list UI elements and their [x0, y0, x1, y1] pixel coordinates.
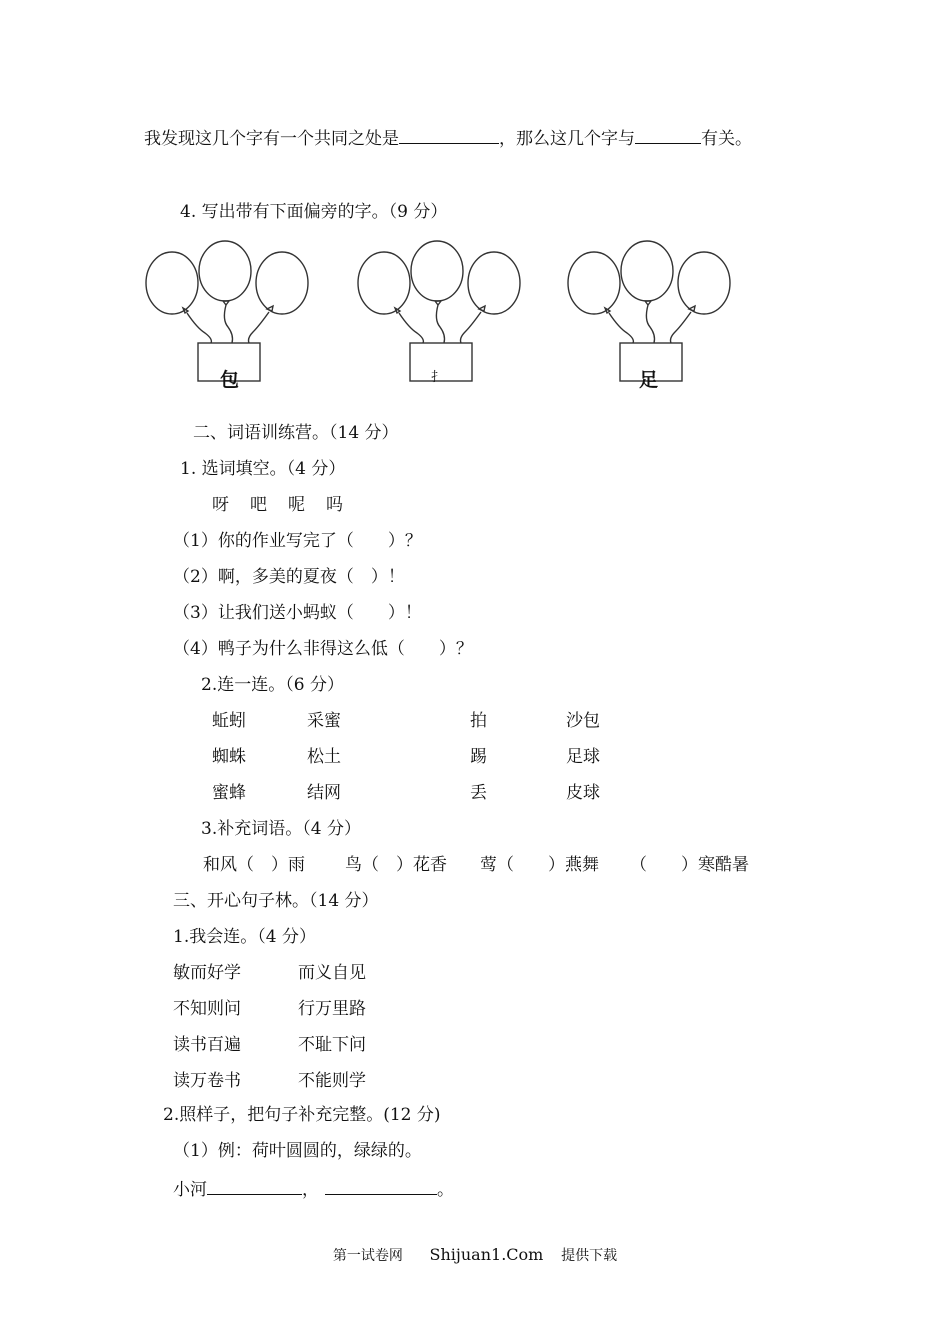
fill-item: （4）鸭子为什么非得这么低（ ）？: [173, 639, 473, 659]
match-word[interactable]: 蚯蚓: [212, 711, 246, 731]
match-phrase[interactable]: 不耻下问: [298, 1035, 366, 1055]
s2-q1-title: 1. 选词填空。（4 分）: [180, 459, 346, 479]
word-option: 吧: [250, 495, 267, 515]
q3-text-1: 我发现这几个字有一个共同之处是: [144, 129, 399, 149]
fill-item: （3）让我们送小蚂蚁（ ）！: [173, 603, 422, 623]
match-word[interactable]: 踢: [470, 747, 487, 767]
section3-title: 三、开心句子林。（14 分）: [173, 891, 379, 911]
example-sentence: （1）例：荷叶圆圆的，绿绿的。: [173, 1141, 422, 1161]
s3-q1-title: 1.我会连。（4 分）: [173, 927, 316, 947]
fill-item: （2）啊，多美的夏夜（ ）！: [173, 567, 405, 587]
prompt-end: 。: [437, 1180, 454, 1200]
radical-label: 足: [639, 369, 659, 391]
balloon-group-2: [355, 238, 525, 388]
radical-label: 扌: [431, 370, 445, 385]
s2-q3-title: 3.补充词语。（4 分）: [201, 819, 361, 839]
idiom-item: 和风（ ）雨: [203, 855, 305, 875]
match-phrase[interactable]: 不能则学: [298, 1071, 366, 1091]
match-phrase[interactable]: 行万里路: [298, 999, 366, 1019]
match-word[interactable]: 足球: [566, 747, 600, 767]
match-phrase[interactable]: 敏而好学: [173, 963, 241, 983]
idiom-item: （ ）寒酷暑: [630, 855, 749, 875]
section2-title: 二、词语训练营。（14 分）: [193, 423, 399, 443]
balloon-group-1: [143, 238, 313, 391]
q4-title: 4. 写出带有下面偏旁的字。（9 分）: [180, 202, 448, 222]
match-word[interactable]: 松土: [307, 747, 341, 767]
page-footer: [0, 1245, 950, 1265]
match-word[interactable]: 丢: [470, 783, 487, 803]
match-phrase[interactable]: 而义自见: [298, 963, 366, 983]
match-word[interactable]: 结网: [307, 783, 341, 803]
match-phrase[interactable]: 不知则问: [173, 999, 241, 1019]
answer-blank[interactable]: [399, 126, 499, 144]
q3-conclusion: [144, 126, 752, 151]
match-phrase[interactable]: 读万卷书: [173, 1071, 241, 1091]
match-word[interactable]: 拍: [470, 711, 487, 731]
match-word[interactable]: 采蜜: [307, 711, 341, 731]
match-word[interactable]: 蜜蜂: [212, 783, 246, 803]
idiom-item: 莺（ ）燕舞: [480, 855, 599, 875]
answer-blank[interactable]: [325, 1177, 437, 1195]
match-phrase[interactable]: 读书百遍: [173, 1035, 241, 1055]
idiom-item: 鸟（ ）花香: [345, 855, 447, 875]
sentence-prompt: [173, 1177, 454, 1202]
s2-q2-title: 2.连一连。（6 分）: [201, 675, 344, 695]
footer-site-en[interactable]: Shijuan1.Com: [429, 1245, 544, 1264]
q3-text-2: ，那么这几个字与: [499, 129, 635, 149]
prompt-start: 小河: [173, 1180, 207, 1200]
match-word[interactable]: 沙包: [566, 711, 600, 731]
word-option: 吗: [326, 495, 343, 515]
match-word[interactable]: 皮球: [566, 783, 600, 803]
footer-site-cn: 第一试卷网: [332, 1248, 403, 1264]
word-option: 呀: [212, 495, 229, 515]
radical-label: 包: [220, 369, 240, 391]
match-word[interactable]: 蜘蛛: [212, 747, 246, 767]
answer-blank[interactable]: [635, 126, 701, 144]
q3-text-3: 有关。: [701, 129, 752, 149]
balloon-group-3: [565, 238, 735, 391]
footer-suffix: 提供下载: [561, 1248, 618, 1264]
s3-q2-title: 2.照样子，把句子补充完整。(12 分): [163, 1105, 441, 1125]
fill-item: （1）你的作业写完了（ ）？: [173, 531, 422, 551]
prompt-mid: ，: [302, 1180, 319, 1200]
answer-blank[interactable]: [207, 1177, 302, 1195]
word-option: 呢: [288, 495, 305, 515]
